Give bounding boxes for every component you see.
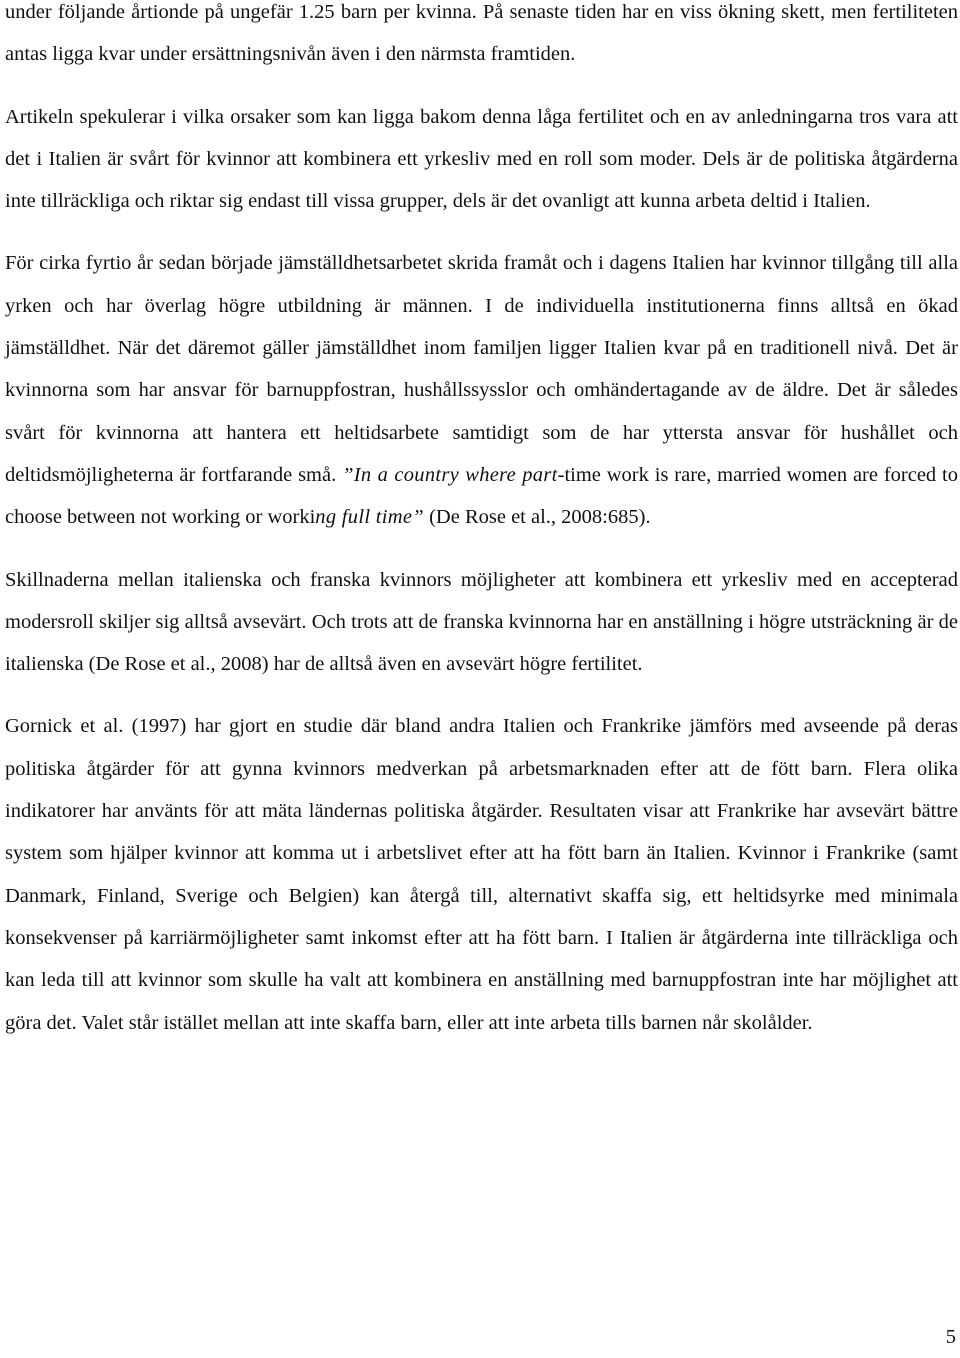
quote-open: ”In a country where part (342, 463, 558, 486)
page-number: 5 (945, 1326, 956, 1348)
paragraph-gornick-study: Gornick et al. (1997) har gjort en studie där bland andra Italien och Frankrike jämförs med avseende på deras politiska åtgärder för att gynna kvinnors medverkan på arbetsmarknaden efter att de fött barn. Flera olika indikatorer har använts för att mäta ländernas politiska åtgärder. Resultaten visar att Frankrike har avsevärt bättre system som hjälper kvinnor att komma ut i arbetslivet efter att ha fött barn än Italien. Kvinnor i Frankrike (samt Danmark, Finland, Sverige och Belgien) kan återgå till, alternativt skaffa sig, ett heltidsyrke med minimala konsekvenser på karriärmöjligheter samt inkomst efter att ha fött barn. I Italien är åtgärderna inte tillräckliga och kan leda till att kvinnor som skulle ha valt att kombinera en anställning med barnuppfostran inte har möjlighet att göra det. Valet står istället mellan att inte skaffa barn, eller att inte arbeta tills barnen når skolålder. (5, 715, 958, 1034)
paragraph-italy-france-differences: Skillnaderna mellan italienska och franska kvinnors möjligheter att kombinera ett yrkesliv med en accepterad modersroll skiljer sig alltså avsevärt. Och trots att de franska kvinnorna har en anställning i högre utsträckning är de italienska (De Rose et al., 2008) har de alltså även en avsevärt högre fertilitet. (5, 568, 958, 676)
paragraph-fertility-trend: under följande årtionde på ungefär 1.25 barn per kvinna. På senaste tiden har en viss ökning skett, men fertiliteten antas ligga kvar under ersättningsnivån även i den närmsta framtiden. (5, 1, 958, 66)
paragraph-gender-equality-text: För cirka fyrtio år sedan började jämställdhetsarbetet skrida framåt och i dagens Italien har kvinnor tillgång till alla yrken och har överlag högre utbildning är männen. I de individuella institutionerna finns alltså en ökad jämställdhet. När det däremot gäller jämställdhet inom familjen ligger Italien kvar på en traditionell nivå. Det är kvinnorna som har ansvar för barnuppfostran, hushållssysslor och omhändertagande av de äldre. Det är således svårt för kvinnorna att hantera ett heltidsarbete samtidigt som de har yttersta ansvar för hushållet och deltidsmöjligheterna är fortfarande små. (5, 252, 958, 486)
quote-citation: (De Rose et al., 2008:685). (423, 506, 651, 529)
document-page (5, 0, 958, 1044)
quote-close: ng full time” (315, 506, 424, 529)
paragraph-article-speculation: Artikeln spekulerar i vilka orsaker som kan ligga bakom denna låga fertilitet och en av anledningarna tros vara att det i Italien är svårt för kvinnor att kombinera ett yrkesliv med en roll som moder. Dels är de politiska åtgärderna inte tillräckliga och riktar sig endast till vissa grupper, dels är det ovanligt att kunna arbeta deltid i Italien. (5, 105, 958, 213)
paragraph-gender-equality (5, 242, 958, 538)
quote-middle: -time work is rare, married women are forced to choose between not working or worki (5, 463, 958, 529)
